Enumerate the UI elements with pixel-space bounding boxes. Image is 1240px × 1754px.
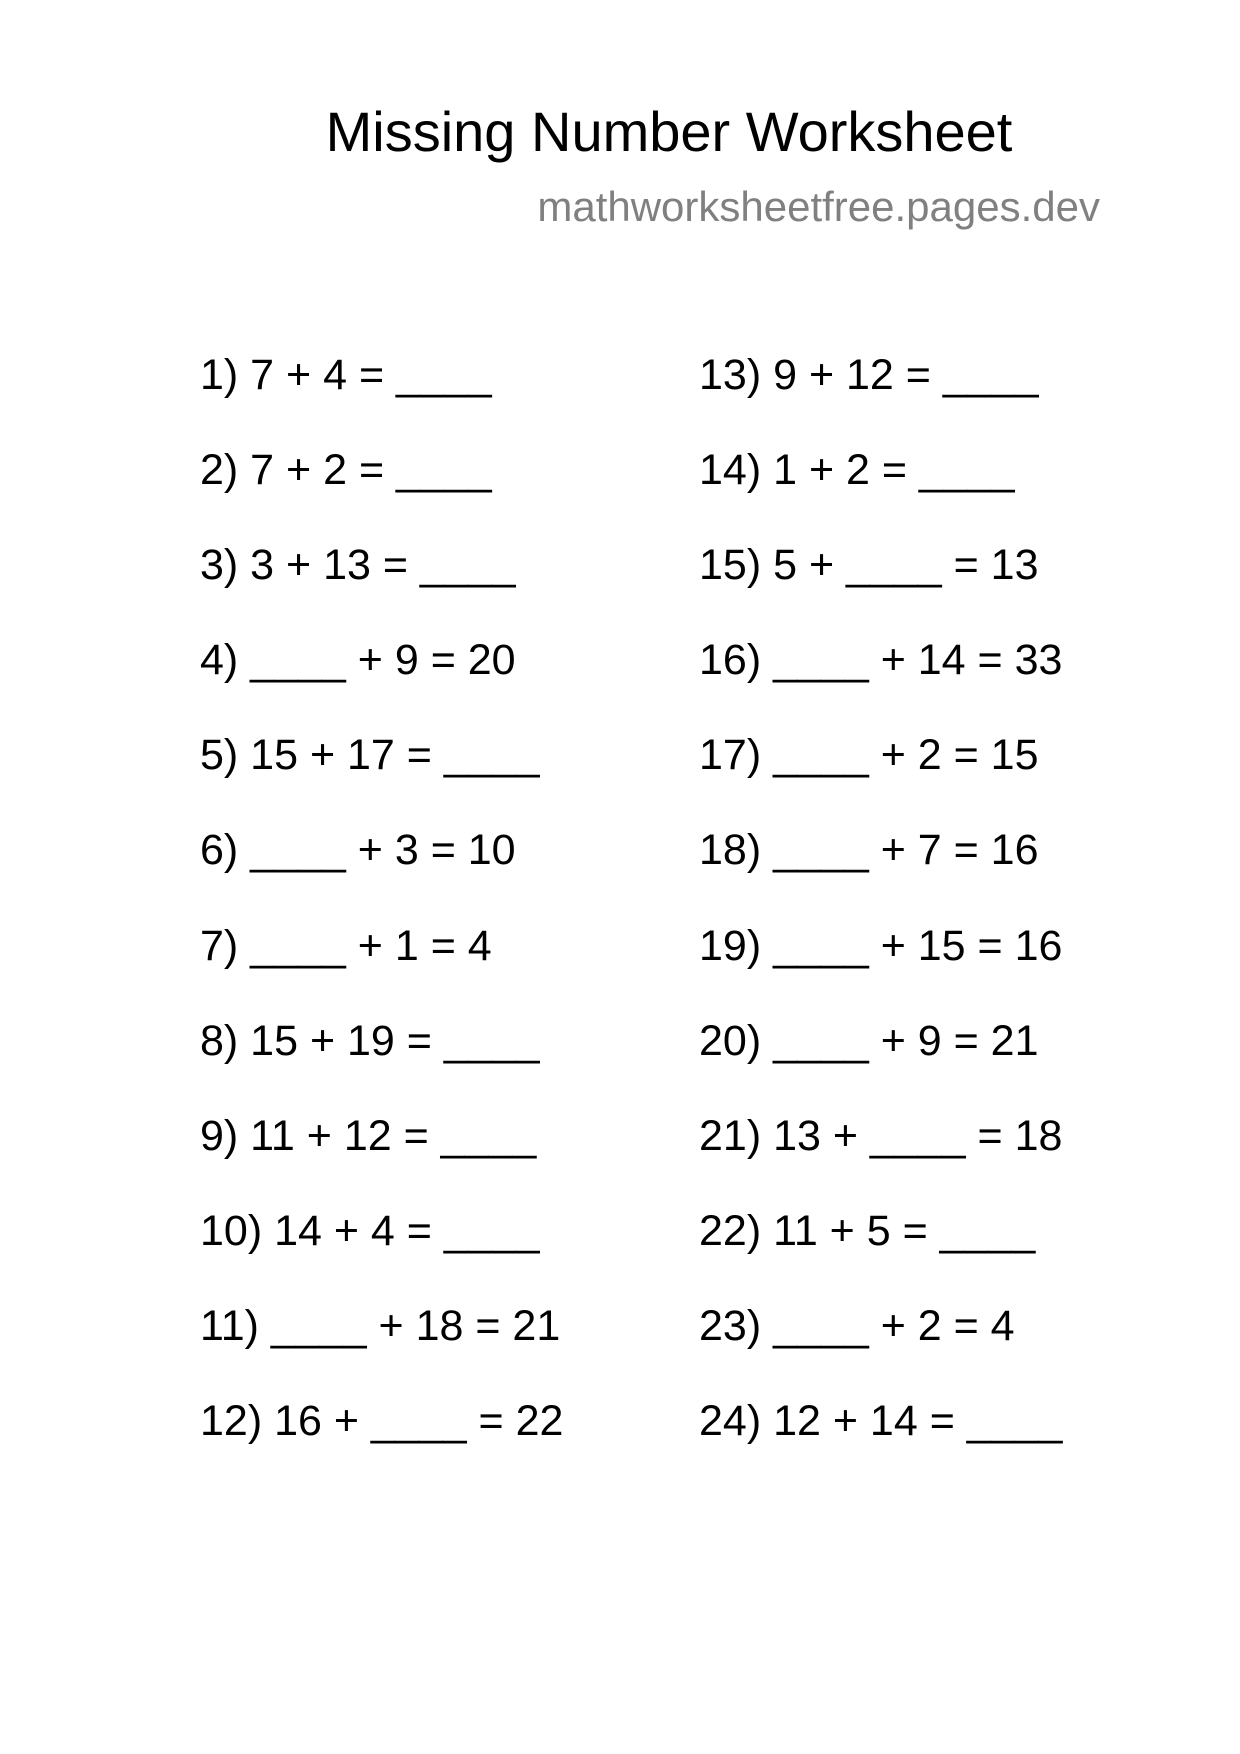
problem-1: 1) 7 + 4 = ____: [200, 351, 492, 399]
problem-9: 9) 11 + 12 = ____: [200, 1111, 537, 1160]
problem-17: 17) ____ + 2 = 15: [699, 731, 1039, 780]
problem-8: 8) 15 + 19 = ____: [200, 1016, 540, 1065]
problem-18: 18) ____ + 7 = 16: [699, 826, 1039, 875]
problem-24: 24) 12 + 14 = ____: [699, 1397, 1063, 1446]
problem-7: 7) ____ + 1 = 4: [200, 921, 492, 970]
problem-11: 11) ____ + 18 = 21: [200, 1301, 561, 1350]
problem-20: 20) ____ + 9 = 21: [699, 1016, 1039, 1065]
problem-16: 16) ____ + 14 = 33: [699, 636, 1063, 685]
problem-23: 23) ____ + 2 = 4: [699, 1301, 1015, 1350]
problem-6: 6) ____ + 3 = 10: [200, 826, 516, 875]
problem-5: 5) 15 + 17 = ____: [200, 731, 540, 780]
problem-10: 10) 14 + 4 = ____: [200, 1206, 540, 1255]
problem-21: 21) 13 + ____ = 18: [699, 1111, 1063, 1160]
problem-22: 22) 11 + 5 = ____: [699, 1206, 1036, 1255]
problem-15: 15) 5 + ____ = 13: [699, 541, 1039, 590]
problem-3: 3) 3 + 13 = ____: [200, 541, 516, 590]
problem-2: 2) 7 + 2 = ____: [200, 446, 492, 495]
problem-19: 19) ____ + 15 = 16: [699, 921, 1063, 970]
problem-column-right: [699, 348, 1062, 1489]
worksheet-title: Missing Number Worksheet: [325, 100, 1013, 163]
problem-12: 12) 16 + ____ = 22: [200, 1397, 564, 1446]
problem-4: 4) ____ + 9 = 20: [200, 636, 516, 685]
problem-column-left: [200, 348, 563, 1489]
website-url: mathworksheetfree.pages.dev: [537, 183, 1100, 230]
problem-14: 14) 1 + 2 = ____: [699, 446, 1015, 495]
problem-13: 13) 9 + 12 = ____: [699, 351, 1039, 399]
